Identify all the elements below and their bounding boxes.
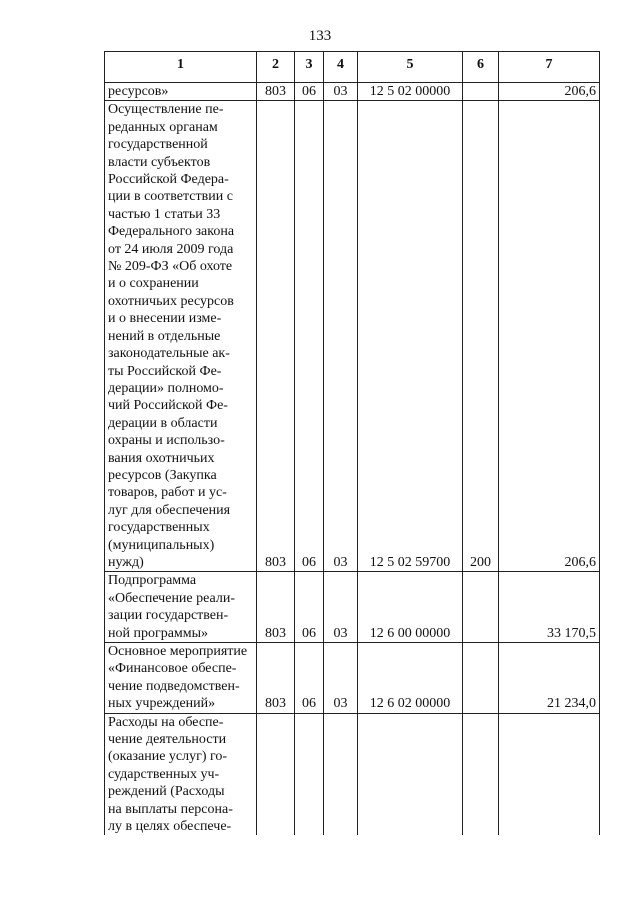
expense-type-code — [463, 713, 499, 835]
expense-type-code — [463, 643, 499, 714]
column-header-5: 5 — [358, 52, 463, 83]
description-line: ции в соответствии с — [108, 189, 233, 205]
description-line: реданных органам — [108, 119, 218, 135]
section-code: 06 — [295, 83, 324, 101]
description-line: власти субъектов — [108, 154, 211, 170]
description-line: и о сохранении — [108, 276, 199, 292]
description-line: «Обеспечение реали- — [108, 590, 235, 606]
description-line: государственных — [108, 520, 210, 536]
description-line: Подпрограмма — [108, 573, 197, 589]
subsection-code: 03 — [324, 643, 358, 714]
description-line: ресурсов» — [108, 84, 169, 99]
description-line: Федерального закона — [108, 224, 235, 240]
ministry-code: 803 — [257, 643, 295, 714]
header-row — [105, 52, 600, 83]
description-line: лу в целях обеспече- — [108, 819, 232, 835]
column-header-2: 2 — [257, 52, 295, 83]
amount: 206,6 — [499, 101, 600, 572]
description-line: ной программы» — [108, 625, 209, 641]
ministry-code: 803 — [257, 83, 295, 101]
description-line: от 24 июля 2009 года — [108, 241, 234, 257]
description-line: ных учреждений» — [108, 696, 216, 712]
description-line: «Финансовое обеспе- — [108, 661, 237, 677]
table-row — [105, 83, 600, 101]
description-line: дерации» полномо- — [108, 380, 224, 396]
target-article-code: 12 6 02 00000 — [358, 643, 463, 714]
table-body — [105, 83, 600, 836]
column-header-6: 6 — [463, 52, 499, 83]
section-code: 06 — [295, 101, 324, 572]
description-line: товаров, работ и ус- — [108, 485, 227, 501]
table-row — [105, 101, 600, 572]
budget-table — [104, 51, 600, 835]
description-line: чение деятельности — [108, 732, 227, 748]
description-line: зации государствен- — [108, 608, 229, 624]
description-line: (муниципальных) — [108, 537, 215, 553]
ministry-code: 803 — [257, 101, 295, 572]
ministry-code: 803 — [257, 572, 295, 643]
description-line: № 209-ФЗ «Об охоте — [108, 259, 233, 275]
description-line: Основное мероприятие — [108, 644, 248, 659]
description-line: охотничьих ресурсов — [108, 293, 234, 309]
description-line: дерации в области — [108, 415, 218, 431]
row-description — [105, 572, 257, 643]
row-description — [105, 713, 257, 835]
description-line: охраны и использо- — [108, 433, 225, 449]
section-code — [295, 713, 324, 835]
amount: 206,6 — [499, 83, 600, 101]
expense-type-code — [463, 572, 499, 643]
row-description — [105, 101, 257, 572]
description-line: реждений (Расходы — [108, 784, 225, 800]
table-row — [105, 643, 600, 714]
description-line: частью 1 статьи 33 — [108, 206, 221, 222]
description-line: чий Российской Фе- — [108, 398, 228, 414]
ministry-code — [257, 713, 295, 835]
amount: 21 234,0 — [499, 643, 600, 714]
section-code: 06 — [295, 572, 324, 643]
description-line: нений в отдельные — [108, 328, 221, 344]
subsection-code: 03 — [324, 83, 358, 101]
description-line: Расходы на обеспе- — [108, 714, 224, 730]
amount — [499, 713, 600, 835]
subsection-code: 03 — [324, 101, 358, 572]
column-header-4: 4 — [324, 52, 358, 83]
description-line: на выплаты персона- — [108, 801, 233, 817]
expense-type-code — [463, 83, 499, 101]
table-row — [105, 572, 600, 643]
column-header-1: 1 — [105, 52, 257, 83]
target-article-code — [358, 713, 463, 835]
subsection-code — [324, 713, 358, 835]
description-line: вания охотничьих — [108, 450, 215, 466]
target-article-code: 12 6 00 00000 — [358, 572, 463, 643]
description-line: и о внесении изме- — [108, 311, 222, 327]
description-line: сударственных уч- — [108, 766, 220, 782]
expense-type-code: 200 — [463, 101, 499, 572]
description-line: нужд) — [108, 554, 144, 570]
description-line: луг для обеспечения — [108, 502, 231, 518]
table-row — [105, 713, 600, 835]
column-header-3: 3 — [295, 52, 324, 83]
description-line: чение подведомствен- — [108, 678, 240, 694]
section-code: 06 — [295, 643, 324, 714]
target-article-code: 12 5 02 59700 — [358, 101, 463, 572]
description-line: государственной — [108, 137, 208, 153]
page-number: 133 — [308, 28, 332, 44]
subsection-code: 03 — [324, 572, 358, 643]
amount: 33 170,5 — [499, 572, 600, 643]
description-line: законодательные ак- — [108, 346, 230, 362]
description-line: (оказание услуг) го- — [108, 749, 228, 765]
target-article-code: 12 5 02 00000 — [358, 83, 463, 101]
row-description — [105, 643, 257, 714]
column-header-7: 7 — [499, 52, 600, 83]
description-line: Российской Федера- — [108, 172, 229, 188]
description-line: ты Российской Фе- — [108, 363, 222, 379]
description-line: ресурсов (Закупка — [108, 467, 217, 483]
description-line: Осуществление пе- — [108, 102, 224, 118]
row-description — [105, 83, 257, 101]
